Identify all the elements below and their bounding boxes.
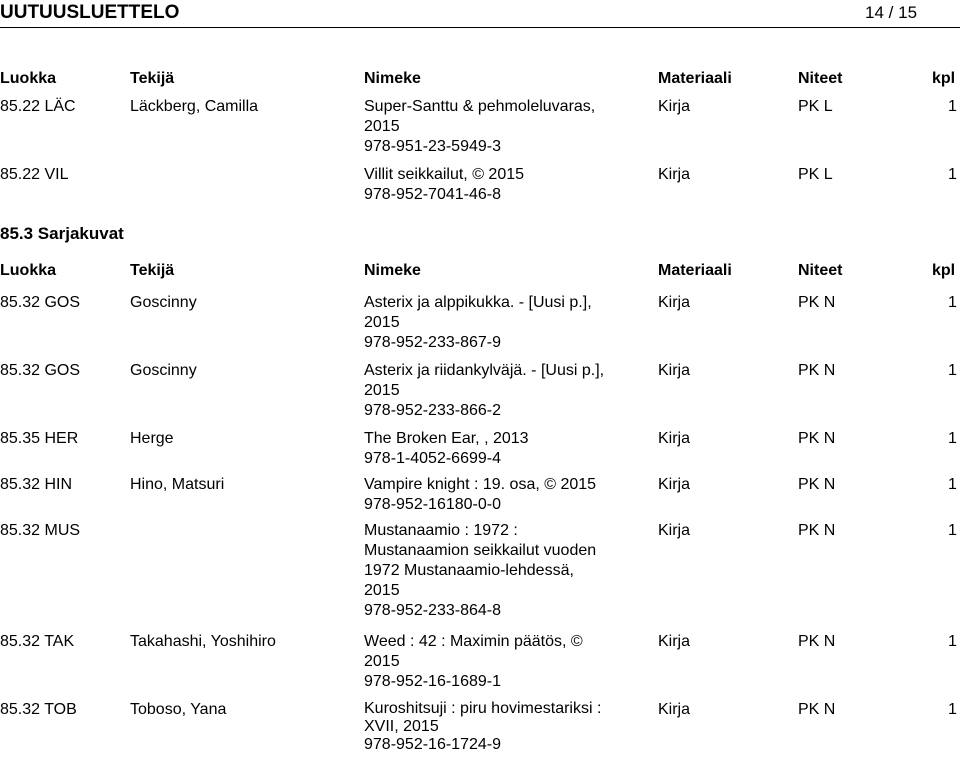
header-materiaali: Materiaali — [658, 262, 732, 279]
kpl-cell: 1 — [948, 166, 957, 183]
nimeke-line: XVII, 2015 — [364, 718, 439, 735]
nimeke-line: Super-Santtu & pehmoleluvaras, — [364, 98, 596, 115]
niteet-cell: PK N — [798, 362, 836, 379]
header-niteet: Niteet — [798, 70, 843, 87]
tekija-cell: Toboso, Yana — [130, 701, 227, 718]
niteet-cell: PK N — [798, 522, 836, 539]
page-separator: / — [888, 3, 894, 22]
luokka-cell: 85.35 HER — [0, 430, 79, 447]
nimeke-line: 2015 — [364, 314, 400, 331]
luokka-cell: 85.32 GOS — [0, 294, 81, 311]
nimeke-line: Weed : 42 : Maximin päätös, © — [364, 633, 583, 650]
header-nimeke: Nimeke — [364, 70, 421, 87]
nimeke-line: Vampire knight : 19. osa, © 2015 — [364, 476, 597, 493]
header-tekija: Tekijä — [130, 70, 175, 87]
niteet-cell: PK N — [798, 430, 836, 447]
nimeke-line: 978-951-23-5949-3 — [364, 138, 501, 155]
header-rule — [0, 27, 960, 28]
header-kpl: kpl — [932, 262, 956, 279]
materiaali-cell: Kirja — [658, 362, 691, 379]
header-kpl: kpl — [932, 70, 956, 87]
nimeke-line: 978-952-7041-46-8 — [364, 186, 501, 203]
niteet-cell: PK L — [798, 98, 833, 115]
luokka-cell: 85.22 LÄC — [0, 98, 76, 115]
kpl-cell: 1 — [948, 98, 957, 115]
kpl-cell: 1 — [948, 362, 957, 379]
tekija-cell: Goscinny — [130, 294, 197, 311]
nimeke-line: 978-952-16-1724-9 — [364, 736, 501, 753]
materiaali-cell: Kirja — [658, 522, 691, 539]
nimeke-line: 1972 Mustanaamio-lehdessä, — [364, 562, 574, 579]
page-title: UUTUUSLUETTELO — [0, 2, 180, 23]
materiaali-cell: Kirja — [658, 430, 691, 447]
kpl-cell: 1 — [948, 633, 957, 650]
nimeke-line: 2015 — [364, 582, 400, 599]
materiaali-cell: Kirja — [658, 166, 691, 183]
page-number — [865, 3, 917, 23]
niteet-cell: PK N — [798, 294, 836, 311]
kpl-cell: 1 — [948, 430, 957, 447]
nimeke-line: Asterix ja riidankylväjä. - [Uusi p.], — [364, 362, 605, 379]
nimeke-cell — [364, 521, 596, 621]
nimeke-line: Mustanaamion seikkailut vuoden — [364, 542, 597, 559]
section-heading: 85.3 Sarjakuvat — [0, 224, 124, 243]
nimeke-cell — [364, 632, 583, 692]
tekija-cell: Goscinny — [130, 362, 197, 379]
luokka-cell: 85.32 GOS — [0, 362, 81, 379]
page-current: 14 — [865, 3, 884, 22]
nimeke-cell — [364, 475, 596, 515]
header-materiaali: Materiaali — [658, 70, 732, 87]
luokka-cell: 85.22 VIL — [0, 166, 69, 183]
nimeke-cell — [364, 165, 524, 205]
page-total: 15 — [898, 3, 918, 22]
materiaali-cell: Kirja — [658, 633, 691, 650]
nimeke-line: 978-952-233-867-9 — [364, 334, 501, 351]
luokka-cell: 85.32 TAK — [0, 633, 75, 650]
nimeke-cell — [364, 361, 604, 421]
header-luokka: Luokka — [0, 262, 57, 279]
nimeke-cell — [364, 700, 601, 754]
tekija-cell: Takahashi, Yoshihiro — [130, 633, 276, 650]
materiaali-cell: Kirja — [658, 294, 691, 311]
nimeke-line: 2015 — [364, 382, 400, 399]
nimeke-line: Kuroshitsuji : piru hovimestariksi : — [364, 700, 602, 717]
kpl-cell: 1 — [948, 701, 957, 718]
nimeke-line: 2015 — [364, 118, 400, 135]
nimeke-cell — [364, 429, 529, 469]
luokka-cell: 85.32 MUS — [0, 522, 81, 539]
header-niteet: Niteet — [798, 262, 843, 279]
luokka-cell: 85.32 TOB — [0, 701, 77, 718]
nimeke-line: 978-952-16-1689-1 — [364, 673, 501, 690]
nimeke-line: 978-1-4052-6699-4 — [364, 450, 501, 467]
nimeke-cell — [364, 293, 592, 353]
nimeke-line: 2015 — [364, 653, 400, 670]
materiaali-cell: Kirja — [658, 476, 691, 493]
nimeke-line: 978-952-233-866-2 — [364, 402, 501, 419]
nimeke-line: Asterix ja alppikukka. - [Uusi p.], — [364, 294, 592, 311]
materiaali-cell: Kirja — [658, 701, 691, 718]
nimeke-line: The Broken Ear, , 2013 — [364, 430, 529, 447]
kpl-cell: 1 — [948, 522, 957, 539]
nimeke-line: Mustanaamio : 1972 : — [364, 522, 518, 539]
tekija-cell: Läckberg, Camilla — [130, 98, 259, 115]
header-tekija: Tekijä — [130, 262, 175, 279]
tekija-cell: Herge — [130, 430, 174, 447]
nimeke-line: 978-952-16180-0-0 — [364, 496, 501, 513]
header-luokka: Luokka — [0, 70, 57, 87]
materiaali-cell: Kirja — [658, 98, 691, 115]
header-nimeke: Nimeke — [364, 262, 421, 279]
niteet-cell: PK N — [798, 633, 836, 650]
luokka-cell: 85.32 HIN — [0, 476, 73, 493]
nimeke-line: Villit seikkailut, © 2015 — [364, 166, 525, 183]
tekija-cell: Hino, Matsuri — [130, 476, 225, 493]
niteet-cell: PK N — [798, 701, 836, 718]
kpl-cell: 1 — [948, 294, 957, 311]
nimeke-line: 978-952-233-864-8 — [364, 602, 501, 619]
niteet-cell: PK N — [798, 476, 836, 493]
kpl-cell: 1 — [948, 476, 957, 493]
nimeke-cell — [364, 97, 595, 157]
niteet-cell: PK L — [798, 166, 833, 183]
